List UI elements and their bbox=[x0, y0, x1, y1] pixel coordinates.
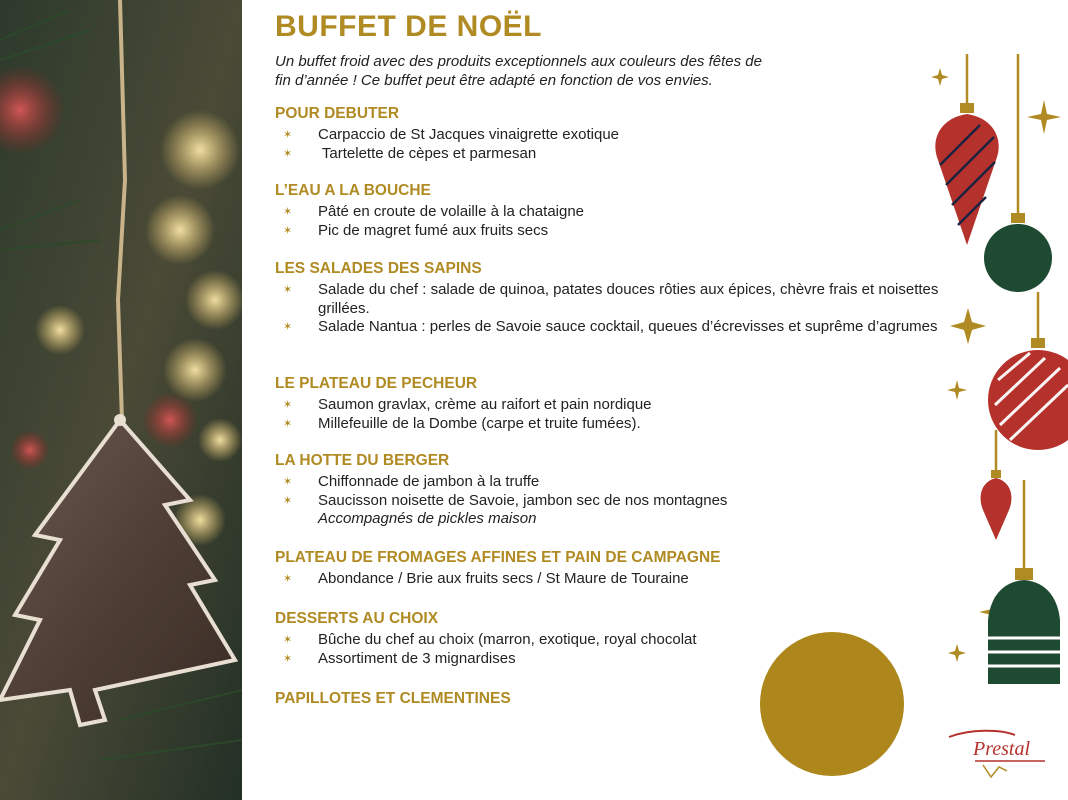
star-bullet-icon: ✶ bbox=[283, 399, 293, 411]
page-title: BUFFET DE NOËL bbox=[275, 10, 542, 43]
star-bullet-icon: ✶ bbox=[283, 476, 293, 488]
star-bullet-icon: ✶ bbox=[283, 129, 293, 141]
list-item: ✶ Assortiment de 3 mignardises bbox=[283, 649, 516, 667]
logo-text: Prestal bbox=[973, 738, 1031, 760]
intro-line-1: Un buffet froid avec des produits exceptionnels aux couleurs des fêtes de bbox=[275, 53, 762, 70]
section-salades-des-sapins bbox=[275, 259, 943, 337]
section-note: Accompagnés de pickles maison bbox=[318, 510, 537, 527]
star-bullet-icon: ✶ bbox=[283, 652, 293, 665]
section-pour-debuter bbox=[275, 104, 955, 163]
christmas-baubles-decoration bbox=[920, 40, 1068, 700]
list-item: ✶ Saucisson noisette de Savoie, jambon sec de nos montagnes bbox=[283, 491, 728, 509]
list-item: ✶ Tartelette de cèpes et parmesan bbox=[283, 144, 537, 162]
star-icon bbox=[1027, 100, 1061, 134]
intro-text bbox=[275, 52, 875, 90]
section-title: DESSERTS AU CHOIX bbox=[275, 610, 439, 627]
section-hotte-du-berger bbox=[275, 451, 955, 529]
christmas-bauble-icon bbox=[988, 292, 1068, 450]
star-bullet-icon: ✶ bbox=[283, 573, 293, 585]
section-title: LE PLATEAU DE PECHEUR bbox=[275, 375, 478, 392]
star-bullet-icon: ✶ bbox=[283, 284, 293, 296]
section-title: LA HOTTE DU BERGER bbox=[275, 452, 450, 469]
section-title: POUR DEBUTER bbox=[275, 105, 400, 122]
prestal-logo bbox=[945, 725, 1055, 785]
section-eau-a-la-bouche bbox=[275, 181, 955, 240]
christmas-bauble-icon bbox=[935, 54, 998, 245]
section-title: PLATEAU DE FROMAGES AFFINES ET PAIN DE CAMPAGNE bbox=[275, 549, 721, 566]
list-item: ✶ Bûche du chef au choix (marron, exotique, royal chocolat bbox=[283, 631, 697, 648]
list-item: ✶ Millefeuille de la Dombe (carpe et truite fumées). bbox=[283, 414, 641, 432]
star-bullet-icon: ✶ bbox=[283, 321, 293, 333]
christmas-tree-ornament-photo bbox=[0, 0, 242, 800]
star-icon bbox=[947, 380, 967, 400]
christmas-bauble-icon bbox=[981, 430, 1012, 540]
star-icon bbox=[931, 68, 949, 86]
list-item: ✶ Saumon gravlax, crème au raifort et pain nordique bbox=[283, 396, 652, 413]
star-icon bbox=[948, 644, 966, 662]
intro-line-2: fin d’année ! Ce buffet peut être adapté en fonction de vos envies. bbox=[275, 72, 713, 89]
list-item: ✶ Salade du chef : salade de quinoa, patates douces rôties aux épices, chèvre frais et noisettes grillées. bbox=[283, 281, 939, 317]
section-title: PAPILLOTES ET CLEMENTINES bbox=[275, 690, 511, 707]
star-bullet-icon: ✶ bbox=[283, 206, 293, 218]
section-plateau-de-fromages bbox=[275, 548, 955, 589]
section-title: L’EAU A LA BOUCHE bbox=[275, 182, 431, 199]
list-item: ✶ Pic de magret fumé aux fruits secs bbox=[283, 221, 549, 239]
section-title: LES SALADES DES SAPINS bbox=[275, 260, 482, 277]
list-item: ✶ Chiffonnade de jambon à la truffe bbox=[283, 473, 540, 490]
list-item: ✶ Salade Nantua : perles de Savoie sauce cocktail, queues d’écrevisses et suprême d’agrumes bbox=[283, 318, 938, 335]
list-item: ✶ Abondance / Brie aux fruits secs / St Maure de Touraine bbox=[283, 570, 689, 587]
star-bullet-icon: ✶ bbox=[283, 147, 293, 160]
star-icon bbox=[950, 308, 986, 344]
christmas-bauble-icon bbox=[984, 54, 1052, 292]
star-bullet-icon: ✶ bbox=[283, 224, 293, 237]
star-bullet-icon: ✶ bbox=[283, 417, 293, 430]
list-item: ✶ Carpaccio de St Jacques vinaigrette exotique bbox=[283, 126, 620, 143]
section-plateau-de-pecheur bbox=[275, 374, 955, 433]
gold-circle-decoration bbox=[760, 632, 904, 776]
list-item: ✶ Pâté en croute de volaille à la chataigne bbox=[283, 203, 585, 220]
star-bullet-icon: ✶ bbox=[283, 634, 293, 646]
star-bullet-icon: ✶ bbox=[283, 494, 293, 507]
